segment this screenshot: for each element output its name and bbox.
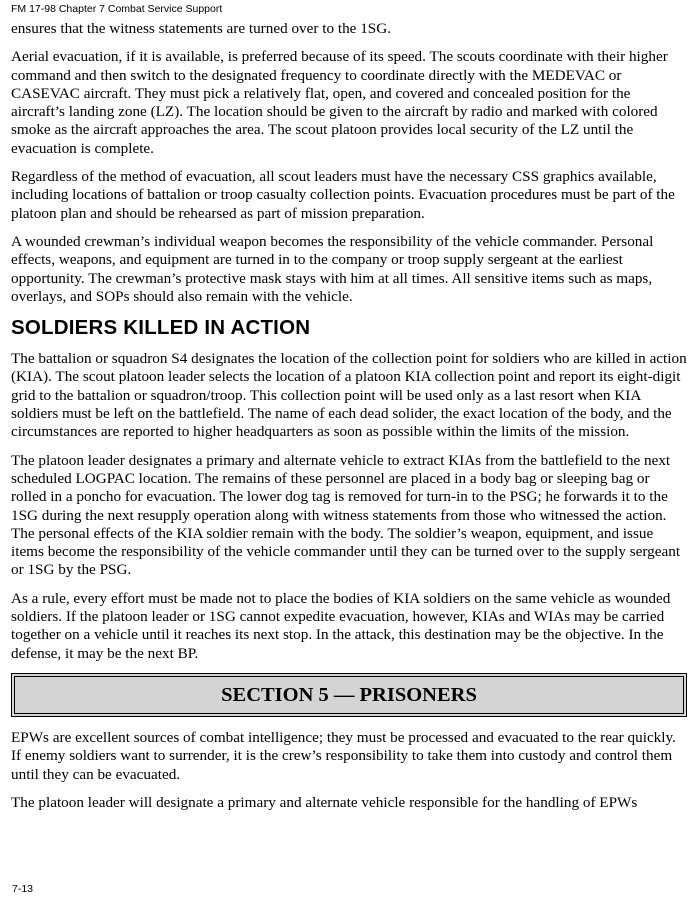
paragraph-epw-intelligence: EPWs are excellent sources of combat intelligence; they must be processed and evacuated to the rear quickly. If enemy soldiers want to surrender, it is the crew’s responsibility to take them into custody and control them until they can be evacuated. (11, 728, 676, 783)
paragraph-kia-extraction: The platoon leader designates a primary and alternate vehicle to extract KIAs from the battlefield to the next scheduled LOGPAC location. The remains of these personnel are placed in a body bag or sleeping bag or rolled in a poncho for evacuation. The lower dog tag is removed for turn-in to the PSG; he forwards it to the 1SG during the next resupply operation along with witness statements from those who witnessed the action. The personal effects of the KIA soldier remain with the body. The soldier’s weapon, equipment, and issue items become the responsibility of the vehicle commander until they can be turned over to the supply sergeant or 1SG by the PSG. (11, 451, 681, 579)
paragraph-kia-rule: As a rule, every effort must be made not to place the bodies of KIA soldiers on the same vehicle as wounded soldiers. If the platoon leader or 1SG cannot expedite evacuation, however, KIAs and WIAs may be carried together on a vehicle until it reaches its next stop. In the attack, this destination may be the objective. In the defense, it may be the next BP. (11, 589, 671, 662)
paragraph-kia-collection: The battalion or squadron S4 designates the location of the collection point for soldiers who are killed in action (KIA). The scout platoon leader selects the location of a platoon KIA collection point and report its eight-digit grid to the battalion or squadron/troop. This collection point will be used only as a last resort when KIA soldiers must be left on the battlefield. The name of each dead solider, the exact location of the body, and the circumstances are reported to higher headquarters as soon as possible within the limits of the mission. (11, 350, 687, 441)
paragraph-continuation: ensures that the witness statements are turned over to the 1SG. (11, 20, 392, 37)
page-number: 7-13 (12, 883, 34, 895)
section-5-banner (11, 673, 687, 717)
paragraph-css-graphics: Regardless of the method of evacuation, all scout leaders must have the necessary CSS graphics available, including locations of battalion or troop casualty collection points. Evacuation procedures must be part of the platoon plan and should be rehearsed as part of mission preparation. (11, 168, 675, 222)
section-5-banner-inner (14, 676, 684, 714)
paragraph-epw-vehicle: The platoon leader will designate a primary and alternate vehicle responsible for the handling of EPWs (11, 793, 638, 811)
section-5-title: SECTION 5 — PRISONERS (221, 683, 477, 706)
paragraph-aerial-evacuation: Aerial evacuation, if it is available, is preferred because of its speed. The scouts coordinate with their higher command and then switch to the designated frequency to coordinate directly with the MEDEVAC or CASEVAC aircraft. They must pick a relatively flat, open, and covered and concealed position for the aircraft’s landing zone (LZ). The location should be given to the aircraft by radio and marked with colored smoke as the aircraft approaches the area. The scout platoon provides local security of the LZ until the evacuation is complete. (11, 48, 668, 157)
running-header: FM 17-98 Chapter 7 Combat Service Support (11, 3, 223, 15)
document-body (11, 20, 687, 822)
paragraph-wounded-weapon: A wounded crewman’s individual weapon becomes the responsibility of the vehicle commander. Personal effects, weapons, and equipment are turned in to the company or troop supply sergeant at the earliest opportunity. The crewman’s protective mask stays with him at all times. All sensitive items such as maps, overlays, and SOPs should also remain with the vehicle. (11, 232, 654, 305)
kia-heading: SOLDIERS KILLED IN ACTION (11, 316, 311, 340)
